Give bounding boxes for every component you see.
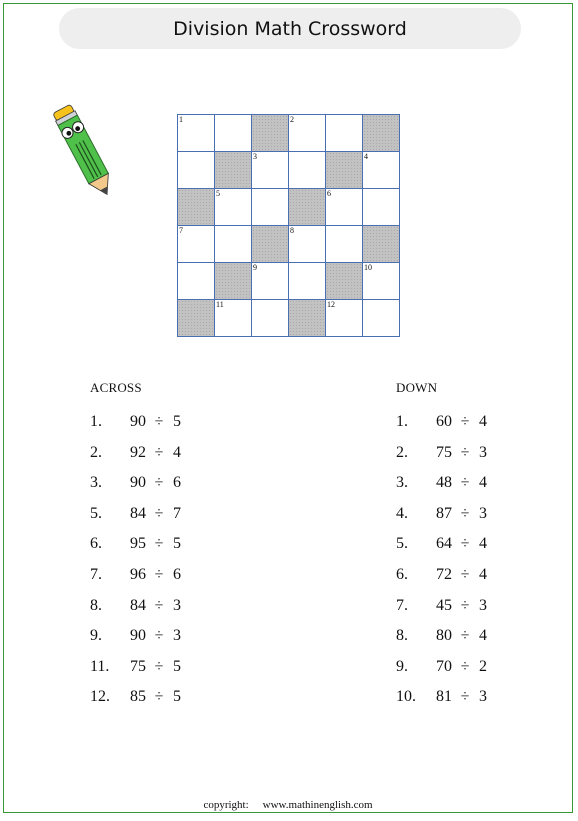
down-clue [396, 413, 536, 444]
clue-divisor: 5 [173, 688, 181, 706]
clue-operator: ÷ [154, 657, 164, 675]
grid-cell[interactable] [326, 300, 363, 337]
down-clue [396, 658, 536, 689]
grid-cell-shaded [363, 115, 400, 152]
clue-divisor: 5 [173, 657, 181, 675]
clue-number: 10. [396, 688, 416, 706]
clue-number: 6. [396, 565, 408, 583]
clue-divisor: 3 [479, 688, 487, 706]
clue-dividend: 70 [436, 657, 452, 675]
clue-number: 9. [90, 627, 102, 645]
clue-operator: ÷ [460, 565, 470, 583]
grid-cell[interactable] [215, 115, 252, 152]
clue-number: 4. [396, 504, 408, 522]
clue-divisor: 3 [173, 596, 181, 614]
clue-number: 7. [90, 565, 102, 583]
clue-dividend: 81 [436, 688, 452, 706]
grid-cell[interactable] [252, 263, 289, 300]
clue-dividend: 48 [436, 474, 452, 492]
clue-number: 8. [396, 627, 408, 645]
clue-divisor: 6 [173, 474, 181, 492]
clue-dividend: 84 [130, 596, 146, 614]
clue-divisor: 7 [173, 504, 181, 522]
copyright-site: www.mathinenglish.com [262, 799, 373, 811]
clue-operator: ÷ [460, 688, 470, 706]
grid-cell-number: 6 [327, 189, 331, 198]
clue-dividend: 90 [130, 627, 146, 645]
clue-divisor: 4 [479, 413, 487, 430]
clue-number: 8. [90, 596, 102, 614]
across-clue [90, 535, 230, 566]
grid-cell[interactable] [178, 226, 215, 263]
clue-operator: ÷ [154, 474, 164, 492]
grid-cell[interactable] [215, 189, 252, 226]
grid-cell[interactable] [326, 189, 363, 226]
clue-operator: ÷ [460, 504, 470, 522]
grid-cell-shaded [178, 300, 215, 337]
clue-number: 2. [396, 443, 408, 461]
clue-number: 6. [90, 535, 102, 553]
copyright-label: copyright: [203, 799, 249, 811]
across-clue [90, 474, 230, 505]
clue-dividend: 75 [436, 443, 452, 461]
clue-dividend: 96 [130, 565, 146, 583]
clue-dividend: 75 [130, 657, 146, 675]
clue-number: 5. [396, 535, 408, 553]
clue-number: 11. [90, 657, 110, 675]
grid-cell-shaded [289, 189, 326, 226]
grid-cell-number: 7 [179, 226, 183, 235]
across-clue [90, 597, 230, 628]
page-title: Division Math Crossword [59, 8, 521, 49]
clue-dividend: 80 [436, 627, 452, 645]
clue-number: 7. [396, 596, 408, 614]
clue-operator: ÷ [460, 443, 470, 461]
clue-operator: ÷ [154, 596, 164, 614]
grid-cell[interactable] [215, 300, 252, 337]
down-clue [396, 444, 536, 475]
grid-cell[interactable] [363, 152, 400, 189]
clue-dividend: 64 [436, 535, 452, 553]
clue-operator: ÷ [154, 535, 164, 553]
clue-dividend: 72 [436, 565, 452, 583]
grid-cell[interactable] [252, 152, 289, 189]
down-heading: DOWN [396, 380, 438, 395]
grid-cell-shaded [289, 300, 326, 337]
clue-operator: ÷ [154, 688, 164, 706]
grid-cell-number: 3 [253, 152, 257, 161]
grid-cell-number: 11 [216, 300, 224, 309]
clue-operator: ÷ [460, 535, 470, 553]
across-clue [90, 627, 230, 658]
grid-cell[interactable] [215, 226, 252, 263]
grid-cell[interactable] [252, 300, 289, 337]
clue-divisor: 2 [479, 657, 487, 675]
grid-cell-number: 4 [364, 152, 368, 161]
worksheet-page [3, 3, 573, 813]
grid-cell-shaded [326, 263, 363, 300]
grid-cell[interactable] [289, 226, 326, 263]
clue-dividend: 85 [130, 688, 146, 706]
clue-number: 2. [90, 443, 102, 461]
clue-operator: ÷ [460, 627, 470, 645]
across-clue [90, 688, 230, 719]
grid-cell[interactable] [363, 263, 400, 300]
grid-cell[interactable] [289, 152, 326, 189]
across-clue-list [90, 413, 230, 719]
grid-cell-number: 1 [179, 115, 183, 124]
clue-divisor: 3 [479, 596, 487, 614]
grid-cell[interactable] [326, 226, 363, 263]
grid-cell[interactable] [178, 152, 215, 189]
pencil-mascot-icon [49, 101, 121, 205]
grid-cell[interactable] [326, 115, 363, 152]
clue-number: 1. [396, 413, 408, 430]
grid-cell[interactable] [363, 300, 400, 337]
grid-cell-shaded [215, 263, 252, 300]
clue-divisor: 4 [479, 535, 487, 553]
clue-operator: ÷ [154, 627, 164, 645]
clue-number: 5. [90, 504, 102, 522]
clue-divisor: 4 [479, 474, 487, 492]
grid-cell-number: 8 [290, 226, 294, 235]
grid-cell[interactable] [178, 263, 215, 300]
clue-operator: ÷ [460, 413, 470, 430]
clue-operator: ÷ [460, 596, 470, 614]
clue-dividend: 90 [130, 474, 146, 492]
down-clue [396, 505, 536, 536]
copyright-footer [4, 799, 572, 811]
across-clue [90, 505, 230, 536]
grid-cell-number: 12 [327, 300, 335, 309]
grid-cell-number: 9 [253, 263, 257, 272]
clue-number: 12. [90, 688, 110, 706]
clue-divisor: 5 [173, 535, 181, 553]
clue-number: 1. [90, 413, 102, 430]
clue-dividend: 87 [436, 504, 452, 522]
grid-cell-shaded [178, 189, 215, 226]
down-clue [396, 627, 536, 658]
clue-operator: ÷ [460, 474, 470, 492]
clue-number: 9. [396, 657, 408, 675]
down-clue [396, 566, 536, 597]
grid-cell-shaded [215, 152, 252, 189]
down-clue [396, 535, 536, 566]
down-clue [396, 474, 536, 505]
clue-operator: ÷ [154, 504, 164, 522]
grid-cell-number: 5 [216, 189, 220, 198]
grid-cell[interactable] [363, 189, 400, 226]
grid-cell-shaded [252, 226, 289, 263]
clue-divisor: 3 [479, 443, 487, 461]
clue-operator: ÷ [154, 565, 164, 583]
grid-cell[interactable] [178, 115, 215, 152]
grid-cell-shaded [363, 226, 400, 263]
clue-divisor: 3 [479, 504, 487, 522]
grid-cell[interactable] [252, 189, 289, 226]
across-clue [90, 413, 230, 444]
clue-dividend: 95 [130, 535, 146, 553]
clue-divisor: 4 [479, 565, 487, 583]
clue-dividend: 45 [436, 596, 452, 614]
clue-operator: ÷ [154, 413, 164, 430]
clue-divisor: 6 [173, 565, 181, 583]
across-clue [90, 444, 230, 475]
down-clue [396, 688, 536, 719]
grid-cell[interactable] [289, 263, 326, 300]
grid-cell-number: 2 [290, 115, 294, 124]
clue-dividend: 92 [130, 443, 146, 461]
grid-cell[interactable] [289, 115, 326, 152]
clue-operator: ÷ [154, 443, 164, 461]
grid-cell-shaded [252, 115, 289, 152]
clue-operator: ÷ [460, 657, 470, 675]
across-heading: ACROSS [90, 380, 142, 395]
clue-divisor: 4 [479, 627, 487, 645]
clue-dividend: 90 [130, 413, 146, 430]
clue-divisor: 5 [173, 413, 181, 430]
grid-cell-shaded [326, 152, 363, 189]
clue-divisor: 4 [173, 443, 181, 461]
across-clue [90, 566, 230, 597]
down-clue-list [396, 413, 536, 719]
clue-dividend: 60 [436, 413, 452, 430]
grid-cell-number: 10 [364, 263, 372, 272]
clue-divisor: 3 [173, 627, 181, 645]
clue-number: 3. [90, 474, 102, 492]
crossword-grid [177, 114, 400, 337]
clue-number: 3. [396, 474, 408, 492]
down-clue [396, 597, 536, 628]
clue-dividend: 84 [130, 504, 146, 522]
across-clue [90, 658, 230, 689]
